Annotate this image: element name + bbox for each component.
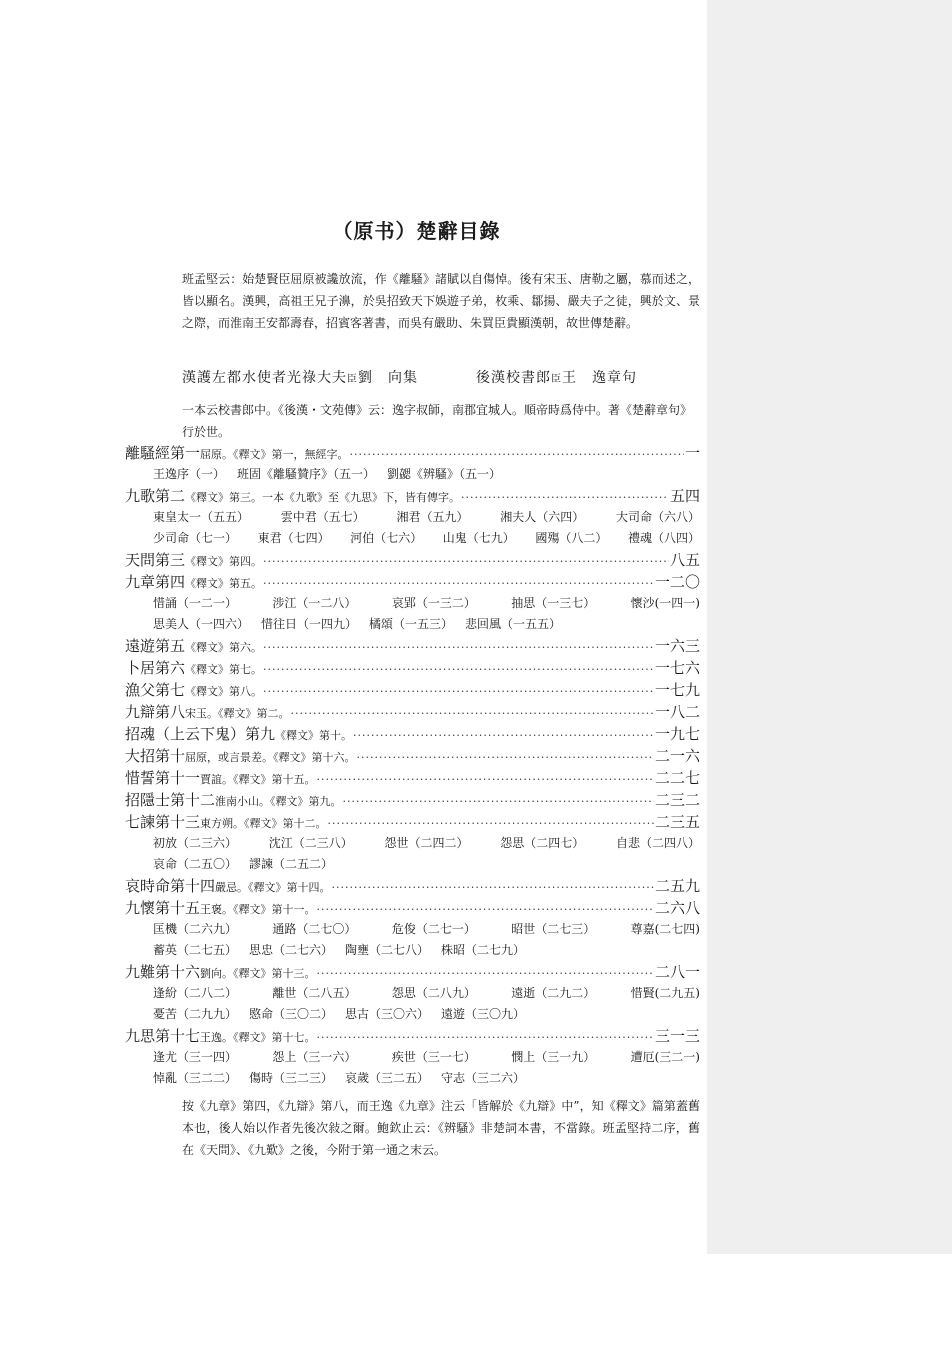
toc-sub-item: 哀歲（三二五） [345, 1071, 430, 1085]
dot-leader [317, 769, 654, 791]
toc-sub-item: 謬諫（二五二） [249, 857, 334, 871]
toc-entry-page: 三一三 [654, 1027, 700, 1045]
toc-entry-title: 天問第三 [125, 551, 186, 569]
toc-sub-item: 疾世（三一七） [391, 1050, 476, 1064]
toc-sub-item: 尊嘉(二七四) [630, 922, 700, 936]
side-panel [707, 0, 952, 1254]
toc-entry [125, 875, 700, 897]
toc-sub-item: 初放（二三六） [153, 836, 238, 850]
attribution-part: 漢護左都水使者光祿大夫 [182, 370, 347, 386]
toc-sub-list [125, 1047, 700, 1068]
toc-entry-annotation: 屈原。《釋文》第一，無經字。 [200, 448, 349, 461]
toc-entry-title: 漁父第七 [125, 681, 186, 699]
toc-entry-annotation: 屈原，或言景差。《釋文》第十六。 [185, 751, 356, 764]
dot-leader [317, 1027, 654, 1049]
toc-sub-item: 橘頌（一五三） [369, 617, 454, 631]
toc-sub-item: 湘夫人（六四） [500, 510, 585, 524]
attribution-chen: 臣 [347, 374, 358, 385]
toc-sub-list [125, 507, 700, 528]
dot-leader [317, 963, 654, 985]
toc-entry [125, 679, 700, 701]
toc-entry [125, 745, 700, 767]
toc-entry-annotation: 賈誼。《釋文》第十五。 [200, 773, 316, 786]
toc-sub-item: 遭厄(三二一) [630, 1050, 700, 1064]
toc-entry [125, 657, 700, 679]
toc-sub-item: 東皇太一（五五） [153, 510, 250, 524]
toc-sub-item: 思古（三〇六） [345, 1007, 430, 1021]
toc-sub-list [125, 833, 700, 854]
toc-sub-item: 王逸序（一） [153, 467, 226, 481]
toc-sub-list [125, 940, 700, 961]
toc-entry-page: 一七六 [654, 659, 700, 677]
toc-entry-annotation: 王褒。《釋文》第十一。 [200, 903, 316, 916]
toc-sub-list [125, 1004, 700, 1025]
dot-leader [263, 637, 654, 659]
toc-entry [125, 549, 700, 571]
toc-sub-item: 悲回風（一五五） [465, 617, 562, 631]
toc-sub-item: 悼亂（三二二） [153, 1071, 238, 1085]
toc-entry-page: 二二七 [654, 769, 700, 787]
toc-entry [125, 723, 700, 745]
intro-paragraph: 班孟堅云：始楚賢臣屈原被讒放流，作《離騷》諸賦以自傷悼。後有宋玉、唐勒之屬，慕而述之，皆以顯名。漢興，高祖王兄子濞，於吳招致天下娛遊子弟，枚乘、鄒揚、嚴夫子之徒，興於文、景之際，而淮南王安都壽春，招賓客著書，而吳有嚴助、朱買臣貴顯漢朝，故世傳楚辭。 [182, 272, 700, 330]
toc-sub-item: 惜往日（一四九） [261, 617, 358, 631]
toc-entry-title: 九思第十七 [125, 1027, 201, 1045]
toc-entry-page: 一 [684, 444, 700, 462]
toc-entry-title: 招隱士第十二 [125, 791, 216, 809]
toc-sub-item: 湘君（五九） [396, 510, 469, 524]
toc-sub-item: 守志（三二六） [441, 1071, 526, 1085]
toc-entry-annotation: 王逸。《釋文》第十七。 [200, 1031, 316, 1044]
toc-entry-title: 七諫第十三 [125, 813, 201, 831]
toc-entry-title: 九懷第十五 [125, 899, 201, 917]
author-attribution [182, 367, 702, 391]
footer-note: 按《九章》第四，《九辯》第八，而王逸《九章》注云「皆解於《九辯》中”，知《釋文》篇第蓋舊本也，後人始以作者先後次敍之爾。鮑欽止云：《辨騷》非楚詞本書，不當錄。班孟堅持二序，舊在《天問》、《九歎》之後，今附于第一通之末云。 [182, 1099, 700, 1157]
attribution-part: 後漢校書郎 [476, 370, 551, 386]
toc-entry-annotation: 《釋文》第五。 [185, 577, 263, 590]
toc-entry-annotation: 《釋文》第十。 [275, 729, 353, 742]
toc-sub-list [125, 614, 700, 635]
toc-entry-page: 二三二 [654, 791, 700, 809]
toc-sub-item: 危俊（二七一） [391, 922, 476, 936]
toc-sub-item: 班固《離騷贊序》（五一） [237, 467, 376, 481]
toc-sub-item: 東君（七四） [257, 531, 330, 545]
toc-sub-item: 雲中君（五七） [280, 510, 365, 524]
attribution-chen: 臣 [551, 374, 562, 385]
toc-sub-item: 大司命（六八） [615, 510, 700, 524]
toc-sub-item: 涉江（一二八） [272, 596, 357, 610]
toc-entry-title: 卜居第六 [125, 659, 186, 677]
toc-sub-list [125, 464, 700, 485]
toc-sub-item: 少司命（七一） [153, 531, 238, 545]
dot-leader [461, 487, 669, 509]
toc-sub-item: 憂苦（二九九） [153, 1007, 238, 1021]
toc-entry-annotation: 《釋文》第八。 [185, 685, 263, 698]
toc-entry-title: 離騷經第一 [125, 444, 201, 462]
toc-sub-item: 怨世（二四二） [384, 836, 469, 850]
toc-sub-item: 河伯（七六） [350, 531, 423, 545]
toc-entry-title: 遠遊第五 [125, 637, 186, 655]
toc-sub-item: 陶壅（二七八） [345, 943, 430, 957]
toc-sub-list [125, 528, 700, 549]
attribution-part: 王 逸章句 [562, 370, 637, 386]
toc-entry-title: 大招第十 [125, 747, 186, 765]
toc-entry [125, 485, 700, 507]
toc-entry-page: 一八二 [654, 703, 700, 721]
toc-sub-list [125, 1068, 700, 1089]
toc-sub-item: 思忠（二七六） [249, 943, 334, 957]
toc-sub-list [125, 593, 700, 614]
toc-sub-item: 抽思（一三七） [511, 596, 596, 610]
toc-sub-item: 怨思（二四七） [500, 836, 585, 850]
toc-entry-annotation: 《釋文》第三。一本《九歌》至《九思》下，皆有傳字。 [185, 491, 461, 504]
toc-sub-item: 惜賢(二九五) [630, 986, 700, 1000]
toc-entry-page: 二五九 [654, 877, 700, 895]
toc-sub-item: 昭世（二七三） [511, 922, 596, 936]
dot-leader [317, 899, 654, 921]
table-of-contents [125, 442, 700, 1089]
toc-sub-item: 怨思（二八九） [391, 986, 476, 1000]
dot-leader [263, 681, 654, 703]
toc-entry-title: 九章第四 [125, 573, 186, 591]
toc-entry [125, 1025, 700, 1047]
toc-sub-item: 株昭（二七九） [441, 943, 526, 957]
toc-sub-item: 蓄英（二七五） [153, 943, 238, 957]
toc-entry-page: 一九七 [654, 725, 700, 743]
toc-entry-annotation: 《釋文》第四。 [185, 555, 263, 568]
dot-leader [343, 791, 654, 813]
toc-sub-item: 通路（二七〇） [272, 922, 357, 936]
toc-sub-item: 傷時（三二三） [249, 1071, 334, 1085]
toc-sub-item: 逢紛（二八二） [153, 986, 238, 1000]
dot-leader [263, 659, 654, 681]
dot-leader [263, 573, 654, 595]
attribution-part: 劉 向集 [358, 370, 418, 386]
toc-entry-annotation: 《釋文》第七。 [185, 663, 263, 676]
toc-entry-page: 二六八 [654, 899, 700, 917]
toc-sub-list [125, 854, 700, 875]
toc-entry-annotation: 劉向。《釋文》第十三。 [200, 967, 316, 980]
toc-entry-title: 九歌第二 [125, 487, 186, 505]
toc-entry [125, 811, 700, 833]
dot-leader [291, 703, 654, 725]
toc-sub-item: 遠逝（二九二） [511, 986, 596, 1000]
toc-sub-item: 山鬼（七九） [442, 531, 515, 545]
toc-sub-item: 離世（二八五） [272, 986, 357, 1000]
toc-sub-item: 匡機（二六九） [153, 922, 238, 936]
toc-entry-page: 一二〇 [654, 573, 700, 591]
toc-sub-item: 懷沙(一四一) [630, 596, 700, 610]
toc-entry [125, 961, 700, 983]
toc-entry [125, 767, 700, 789]
toc-entry-page: 一七九 [654, 681, 700, 699]
toc-entry-title: 九辯第八 [125, 703, 186, 721]
toc-entry [125, 701, 700, 723]
toc-sub-list [125, 983, 700, 1004]
toc-sub-item: 沈江（二三八） [268, 836, 353, 850]
toc-sub-item: 國殤（八二） [535, 531, 608, 545]
toc-sub-item: 哀命（二五〇） [153, 857, 238, 871]
dot-leader [353, 725, 654, 747]
dot-leader [350, 444, 684, 466]
toc-entry [125, 442, 700, 464]
toc-entry-page: 八五 [669, 551, 700, 569]
toc-entry-title: 哀時命第十四 [125, 877, 216, 895]
toc-sub-item: 思美人（一四六） [153, 617, 250, 631]
annotation-note: 一本云校書郎中。《後漢・文苑傳》云：逸字叔師，南郡宜城人。順帝時爲侍中。著《楚辭章句》行於世。 [182, 403, 693, 439]
toc-entry-page: 二三五 [654, 813, 700, 831]
toc-entry [125, 897, 700, 919]
toc-entry-page: 二八一 [654, 963, 700, 981]
toc-entry-annotation: 嚴忌。《釋文》第十四。 [215, 881, 331, 894]
dot-leader [357, 747, 654, 769]
toc-sub-item: 劉勰《辨騷》（五一） [387, 467, 502, 481]
toc-sub-list [125, 919, 700, 940]
toc-entry-title: 九難第十六 [125, 963, 201, 981]
toc-entry-annotation: 《釋文》第六。 [185, 641, 263, 654]
toc-entry [125, 635, 700, 657]
toc-entry-title: 惜誓第十一 [125, 769, 201, 787]
toc-sub-item: 怨上（三一六） [272, 1050, 357, 1064]
toc-sub-item: 逢尤（三一四） [153, 1050, 238, 1064]
toc-entry [125, 571, 700, 593]
toc-sub-item: 愍命（三〇二） [249, 1007, 334, 1021]
toc-sub-item: 遠遊（三〇九） [441, 1007, 526, 1021]
toc-sub-item: 憫上（三一九） [511, 1050, 596, 1064]
toc-entry-annotation: 宋玉。《釋文》第二。 [185, 707, 290, 720]
dot-leader [263, 551, 669, 573]
page-title: （原书）楚辭目錄 [332, 219, 501, 243]
toc-entry-page: 二一六 [654, 747, 700, 765]
toc-sub-item: 禮魂（八四） [627, 531, 700, 545]
toc-entry [125, 789, 700, 811]
toc-sub-item: 惜誦（一二一） [153, 596, 238, 610]
toc-sub-item: 自悲（二四八） [615, 836, 700, 850]
toc-entry-annotation: 東方朔。《釋文》第十二。 [200, 817, 327, 830]
toc-entry-page: 一六三 [654, 637, 700, 655]
toc-entry-title: 招魂（上云下鬼）第九 [125, 725, 276, 743]
toc-entry-annotation: 淮南小山。《釋文》第九。 [215, 795, 342, 808]
toc-sub-item: 哀郢（一三二） [391, 596, 476, 610]
dot-leader [328, 813, 654, 835]
dot-leader [332, 877, 654, 899]
toc-entry-page: 五四 [669, 487, 700, 505]
